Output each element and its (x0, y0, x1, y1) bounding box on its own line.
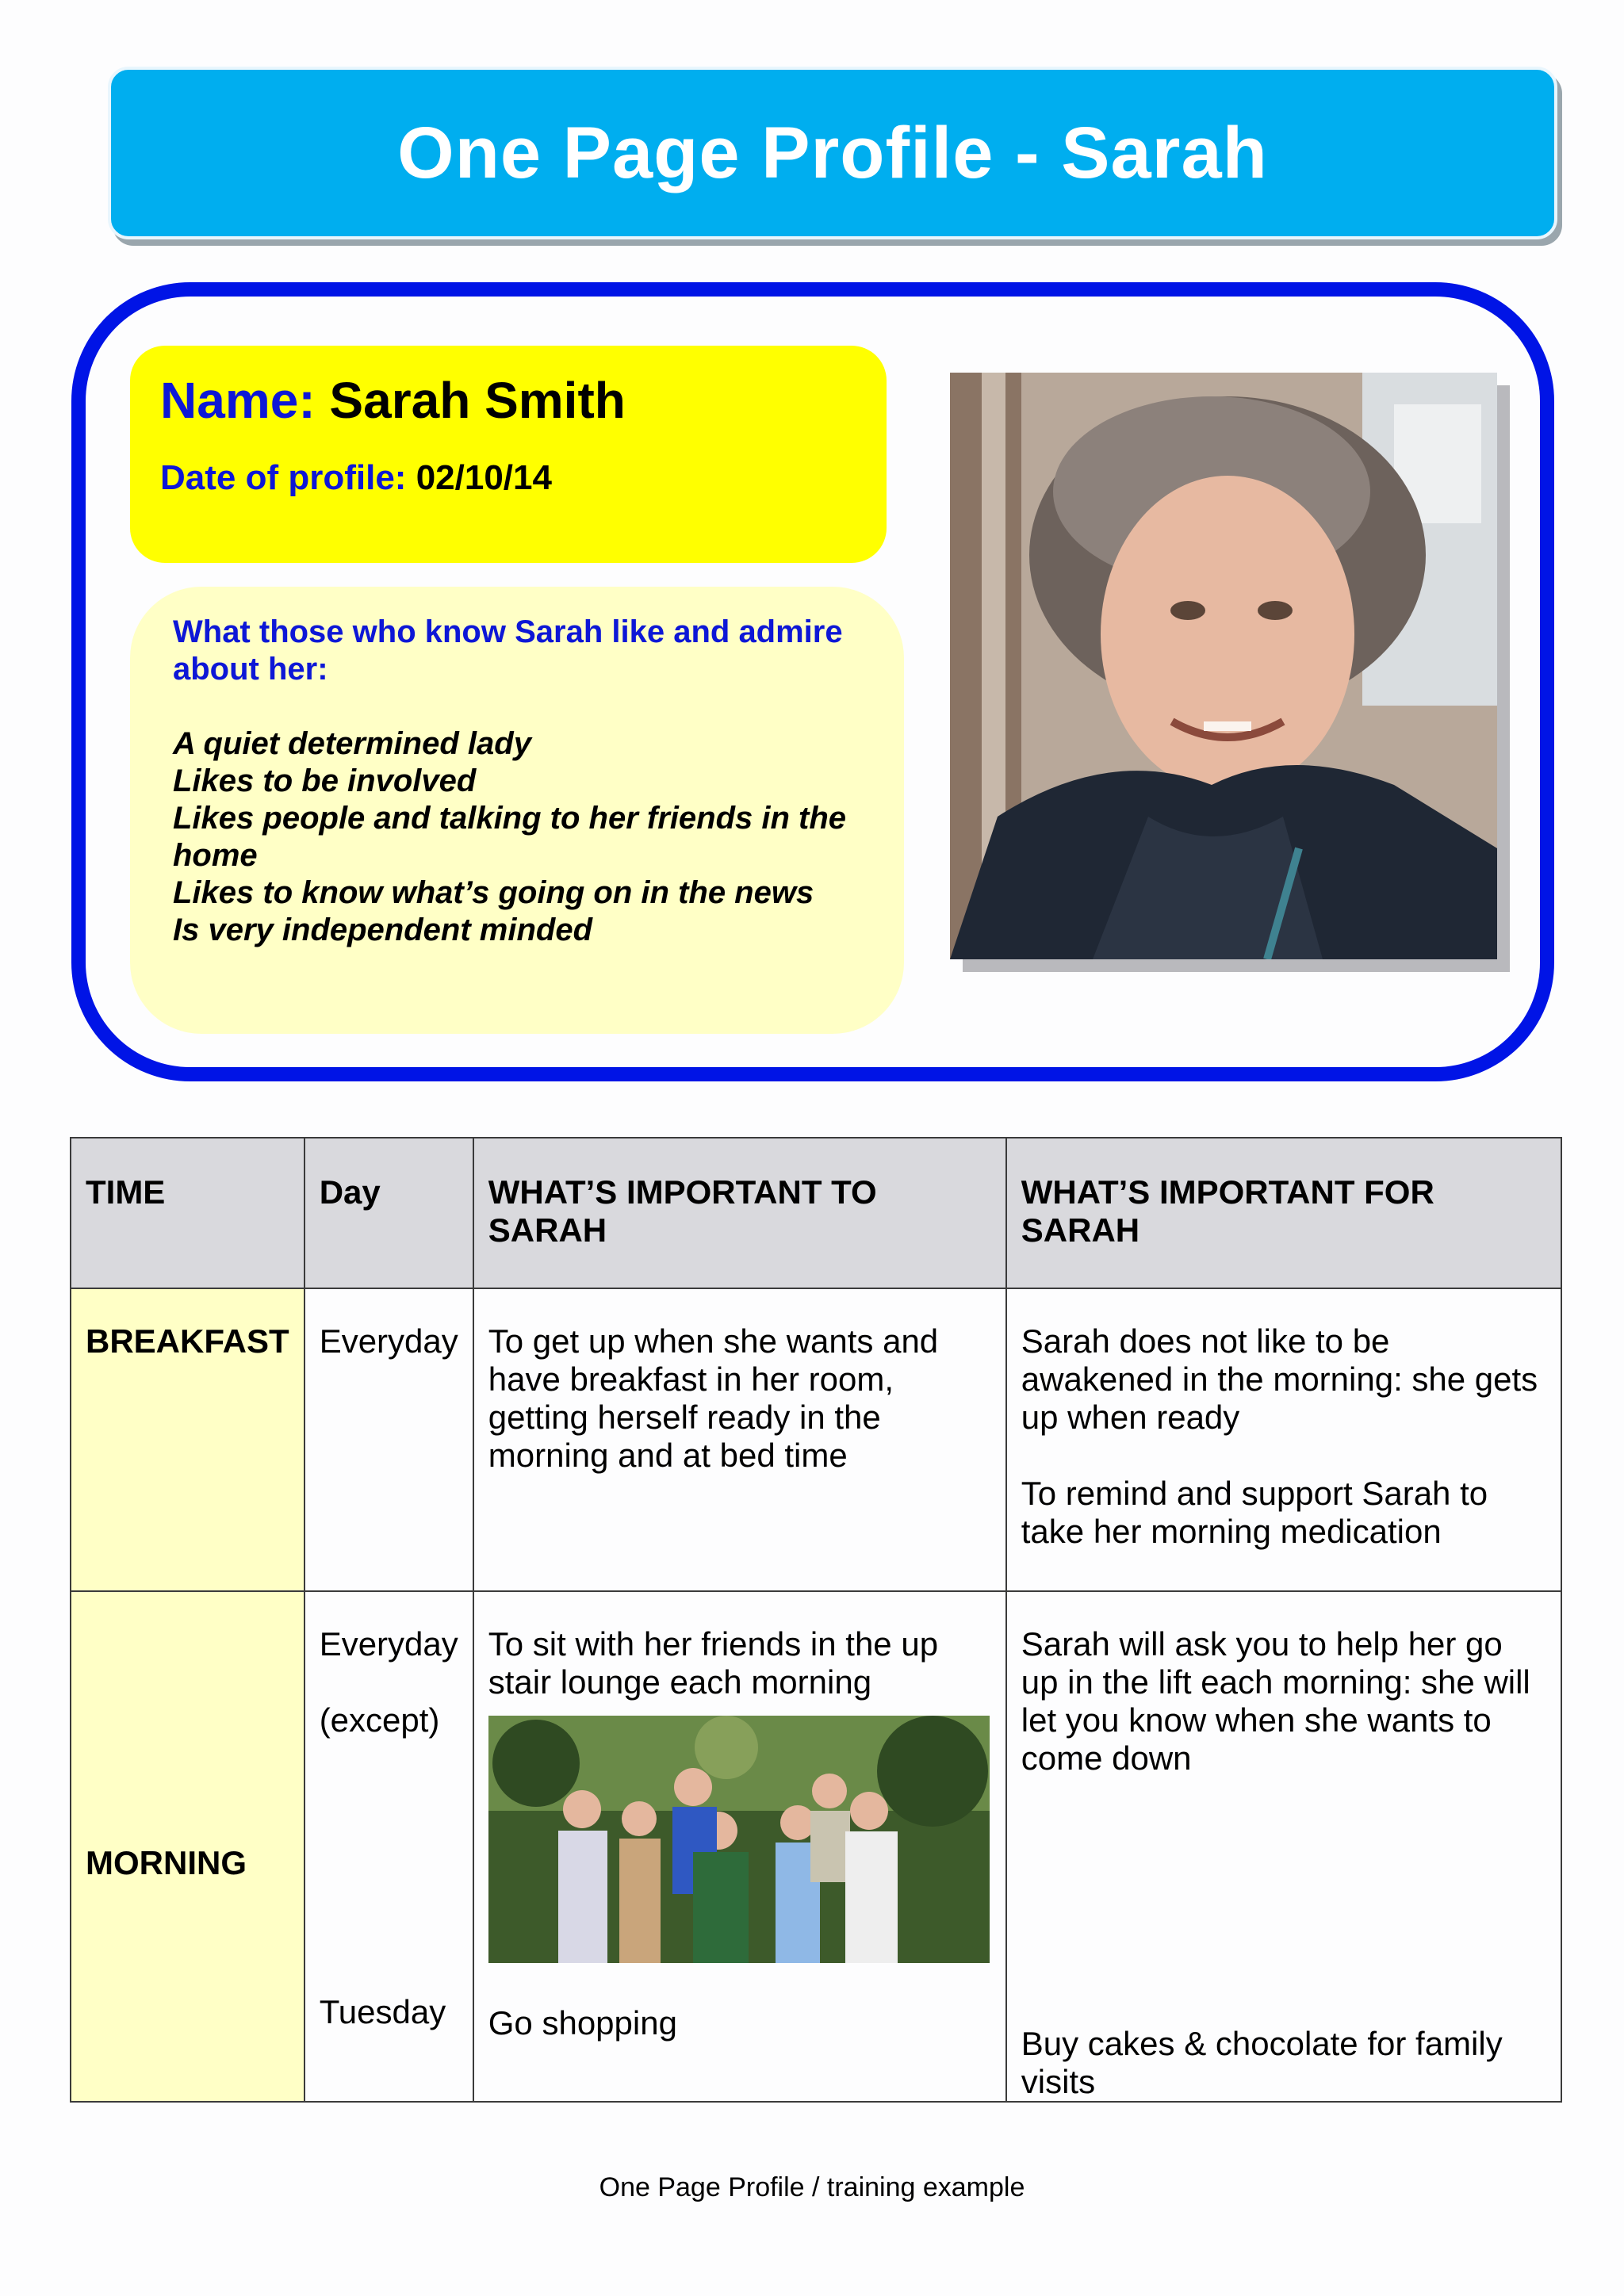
admire-heading: What those who know Sarah like and admire about her: (173, 614, 843, 687)
admire-item: Likes to be involved (173, 763, 477, 798)
portrait-photo (950, 373, 1497, 959)
title-banner (108, 67, 1557, 239)
day-breakfast: Everyday (304, 1288, 473, 1591)
header-important-for: WHAT’S IMPORTANT FOR SARAH (1006, 1138, 1561, 1288)
important-to-breakfast: To get up when she wants and have breakfast in her room, getting herself ready in the morning and at bed time (473, 1288, 1006, 1591)
header-important-to: WHAT’S IMPORTANT TO SARAH (473, 1138, 1006, 1288)
date-value: 02/10/14 (416, 458, 552, 497)
day-morning-2: (except) (319, 1701, 440, 1739)
admire-item: Is very independent minded (173, 913, 593, 947)
header-time: TIME (71, 1138, 304, 1288)
friends-group-photo (488, 1716, 990, 1963)
name-box (130, 346, 887, 563)
admire-item: A quiet determined lady (173, 726, 531, 761)
important-for-breakfast (1006, 1288, 1561, 1591)
important-for-breakfast-1: Sarah does not like to be awakened in the morning: she gets up when ready (1021, 1322, 1538, 1436)
important-for-morning-2: Buy cakes & chocolate for family visits (1021, 2025, 1503, 2100)
name-line (160, 371, 856, 430)
admire-item: Likes people and talking to her friends in the home (173, 801, 847, 873)
day-morning-3: Tuesday (319, 1993, 446, 2030)
admire-item: Likes to know what’s going on in the news (173, 875, 814, 910)
important-for-morning (1006, 1591, 1561, 2102)
name-value: Sarah Smith (329, 372, 626, 429)
admire-box (130, 587, 904, 1034)
name-label: Name: (160, 372, 316, 429)
schedule-table (70, 1137, 1562, 2103)
important-to-morning-2: Go shopping (488, 2004, 677, 2042)
footer-text: One Page Profile / training example (599, 2172, 1025, 2202)
admire-list (173, 725, 861, 949)
page-title: One Page Profile - Sarah (397, 112, 1268, 193)
important-to-morning-1: To sit with her friends in the up stair lounge each morning (488, 1625, 939, 1701)
table-row-morning (71, 1591, 1561, 2102)
table-header-row (71, 1138, 1561, 1288)
important-to-morning (473, 1591, 1006, 2102)
portrait-illustration (950, 373, 1497, 959)
day-morning (304, 1591, 473, 2102)
date-label: Date of profile: (160, 458, 407, 497)
important-for-morning-1: Sarah will ask you to help her go up in the lift each morning: she will let you know when she wants to come down (1021, 1625, 1530, 1777)
important-for-breakfast-2: To remind and support Sarah to take her morning medication (1021, 1475, 1488, 1550)
table-row-breakfast (71, 1288, 1561, 1591)
day-morning-1: Everyday (319, 1625, 458, 1663)
date-line (160, 458, 856, 498)
time-morning: MORNING (71, 1591, 304, 2102)
header-day: Day (304, 1138, 473, 1288)
time-breakfast: BREAKFAST (71, 1288, 304, 1591)
